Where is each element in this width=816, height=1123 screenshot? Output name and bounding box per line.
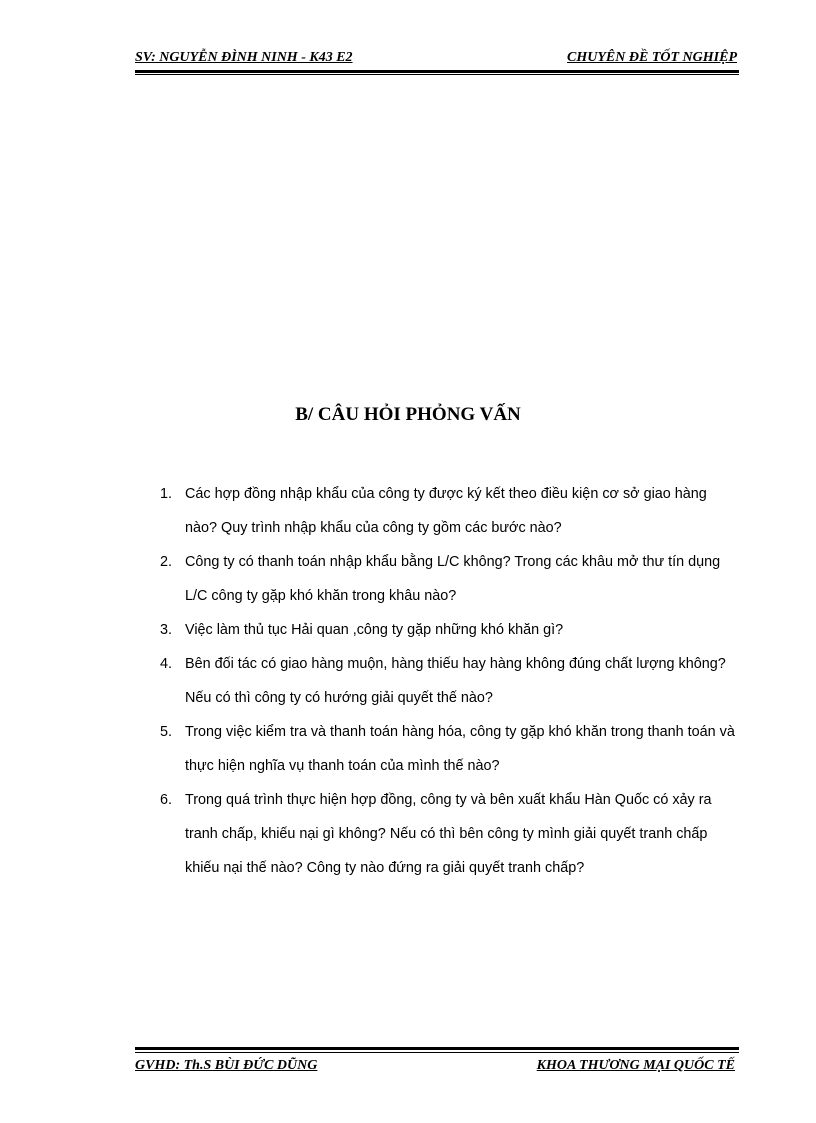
page-header: [135, 48, 739, 74]
question-text: Trong việc kiểm tra và thanh toán hàng hóa, công ty gặp khó khăn trong thanh toán và thực hiện nghĩa vụ thanh toán của mình thế nào?: [185, 724, 735, 774]
question-item: [160, 783, 740, 885]
footer-divider-thick: [135, 1047, 739, 1050]
question-number: 4.: [160, 656, 173, 672]
header-document-type: CHUYÊN ĐỀ TỐT NGHIỆP: [567, 50, 737, 65]
header-student-name: SV: NGUYỄN ĐÌNH NINH - K43 E2: [135, 50, 353, 65]
question-text: Công ty có thanh toán nhập khẩu bằng L/C không? Trong các khâu mở thư tín dụng L/C công ty gặp khó khăn trong khâu nào?: [185, 554, 721, 604]
footer-divider-thin: [135, 1052, 739, 1053]
interview-question-list: [160, 477, 740, 885]
question-item: [160, 647, 740, 715]
header-divider-thick: [135, 70, 739, 73]
question-item: [160, 477, 740, 545]
question-text: Việc làm thủ tục Hải quan ,công ty gặp những khó khăn gì?: [185, 622, 564, 638]
header-divider-thin: [135, 74, 739, 75]
question-item: [160, 613, 740, 647]
question-number: 3.: [160, 622, 173, 638]
section-title: B/ CÂU HỎI PHỎNG VẤN: [295, 404, 521, 425]
question-item: [160, 545, 740, 613]
question-text: Các hợp đồng nhập khẩu của công ty được ký kết theo điều kiện cơ sở giao hàng nào? Quy trình nhập khẩu của công ty gồm các bước nào?: [185, 486, 707, 536]
footer-faculty: KHOA THƯƠNG MẠI QUỐC TẾ: [536, 1058, 735, 1073]
question-text: Bên đối tác có giao hàng muộn, hàng thiếu hay hàng không đúng chất lượng không? Nếu có thì công ty có hướng giải quyết thế nào?: [185, 656, 726, 706]
question-item: [160, 715, 740, 783]
question-number: 1.: [160, 486, 173, 502]
page-footer: [135, 1047, 739, 1077]
footer-supervisor: GVHD: Th.S BÙI ĐỨC DŨNG: [135, 1058, 318, 1073]
question-number: 6.: [160, 792, 173, 808]
question-number: 2.: [160, 554, 173, 570]
question-text: Trong quá trình thực hiện hợp đồng, công ty và bên xuất khẩu Hàn Quốc có xảy ra tranh chấp, khiếu nại gì không? Nếu có thì bên công ty mình giải quyết tranh chấp khiếu nại thế nào? Công ty nào đứng ra giải quyết tranh chấp?: [185, 792, 712, 876]
question-number: 5.: [160, 724, 173, 740]
